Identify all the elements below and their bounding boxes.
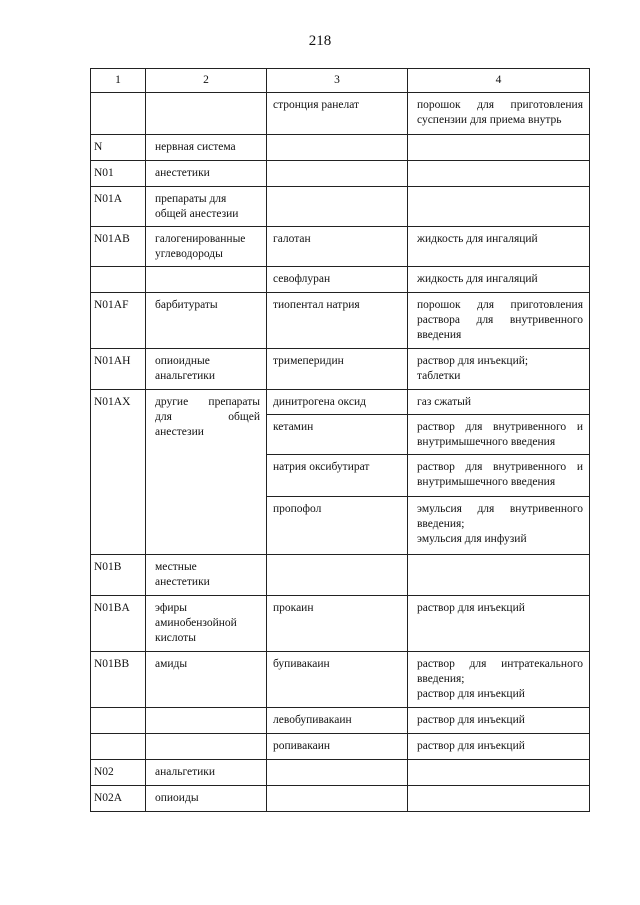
- dosage-form-line: раствор для инъекций: [417, 602, 525, 614]
- group-name-line: нервная система: [155, 141, 236, 153]
- table-row: [91, 161, 590, 187]
- group-name-line: аминобензойной: [155, 617, 237, 629]
- group-name-cell: [146, 187, 267, 227]
- dosage-form-line: раствор для внутривенного и: [417, 461, 583, 473]
- table-row: [91, 555, 590, 596]
- dosage-form-line: раствор для инъекций;: [417, 355, 529, 367]
- group-name-line: барбитураты: [155, 299, 218, 311]
- dosage-form-cell: [408, 455, 590, 497]
- group-name-cell: [146, 786, 267, 812]
- dosage-form-line: порошок для приготовления: [417, 99, 583, 111]
- drug-name-cell: галотан: [267, 227, 408, 267]
- group-name-line: опиоидные: [155, 355, 210, 367]
- dosage-form-cell: [408, 734, 590, 760]
- drug-name-cell: бупивакаин: [267, 652, 408, 708]
- table-row: [91, 227, 590, 267]
- dosage-form-line: введения;: [417, 518, 465, 530]
- group-name-cell: [146, 349, 267, 390]
- atc-code-cell: N01AF: [91, 293, 146, 349]
- group-name-line: кислоты: [155, 632, 196, 644]
- dosage-form-line: суспензии для приема внутрь: [417, 114, 562, 126]
- group-name-line: опиоиды: [155, 792, 199, 804]
- dosage-form-line: внутримышечного введения: [417, 436, 556, 448]
- dosage-form-cell: [408, 227, 590, 267]
- drug-name-cell: прокаин: [267, 596, 408, 652]
- group-name-cell: [146, 652, 267, 708]
- group-name-line: анестезии: [155, 426, 204, 438]
- atc-code-cell: N: [91, 135, 146, 161]
- drug-name-cell: натрия оксибутират: [267, 455, 408, 497]
- dosage-form-line: внутримышечного введения: [417, 476, 556, 488]
- dosage-form-cell: [408, 555, 590, 596]
- group-name-cell: [146, 93, 267, 135]
- drug-name-cell: [267, 187, 408, 227]
- dosage-form-line: раствора для внутривенного: [417, 314, 583, 326]
- group-name-cell: [146, 390, 267, 555]
- dosage-form-line: раствор для инъекций: [417, 740, 525, 752]
- dosage-form-cell: [408, 187, 590, 227]
- table-row: [91, 267, 590, 293]
- group-name-line: галогенированные: [155, 233, 246, 245]
- drug-name-cell: тримеперидин: [267, 349, 408, 390]
- header-cell-4: 4: [408, 69, 590, 93]
- dosage-form-cell: [408, 786, 590, 812]
- drug-name-cell: [267, 786, 408, 812]
- group-name-line: общей анестезии: [155, 208, 239, 220]
- group-name-line: другие препараты: [155, 396, 260, 408]
- dosage-form-line: жидкость для ингаляций: [417, 233, 538, 245]
- group-name-cell: [146, 708, 267, 734]
- atc-code-cell: N01AH: [91, 349, 146, 390]
- group-name-line: углеводороды: [155, 248, 223, 260]
- dosage-form-line: эмульсия для внутривенного: [417, 503, 583, 515]
- group-name-line: для общей: [155, 411, 260, 423]
- group-name-cell: [146, 760, 267, 786]
- dosage-form-line: порошок для приготовления: [417, 299, 583, 311]
- table-row: [91, 708, 590, 734]
- dosage-form-line: эмульсия для инфузий: [417, 533, 527, 545]
- table-row: [91, 390, 590, 415]
- group-name-cell: [146, 227, 267, 267]
- group-name-cell: [146, 555, 267, 596]
- table-row: [91, 93, 590, 135]
- header-cell-2: 2: [146, 69, 267, 93]
- group-name-line: местные: [155, 561, 197, 573]
- dosage-form-cell: [408, 596, 590, 652]
- table-row: [91, 293, 590, 349]
- dosage-form-cell: [408, 390, 590, 415]
- atc-code-cell: N02: [91, 760, 146, 786]
- table-row: [91, 652, 590, 708]
- table-row: [91, 135, 590, 161]
- header-row: [91, 69, 590, 93]
- group-name-cell: [146, 135, 267, 161]
- atc-code-cell: N01AX: [91, 390, 146, 555]
- group-name-cell: [146, 293, 267, 349]
- atc-code-cell: [91, 267, 146, 293]
- atc-code-cell: [91, 93, 146, 135]
- header-cell-1: 1: [91, 69, 146, 93]
- drug-classification-table: [90, 68, 590, 812]
- atc-code-cell: [91, 734, 146, 760]
- dosage-form-line: жидкость для ингаляций: [417, 273, 538, 285]
- table-row: [91, 187, 590, 227]
- drug-name-cell: левобупивакаин: [267, 708, 408, 734]
- drug-name-cell: ропивакаин: [267, 734, 408, 760]
- dosage-form-cell: [408, 293, 590, 349]
- drug-name-cell: севофлуран: [267, 267, 408, 293]
- drug-name-cell: [267, 760, 408, 786]
- drug-name-cell: динитрогена оксид: [267, 390, 408, 415]
- group-name-cell: [146, 734, 267, 760]
- dosage-form-cell: [408, 415, 590, 455]
- dosage-form-line: раствор для инъекций: [417, 688, 525, 700]
- group-name-line: эфиры: [155, 602, 187, 614]
- atc-code-cell: N01: [91, 161, 146, 187]
- drug-name-cell: пропофол: [267, 497, 408, 555]
- dosage-form-line: раствор для инъекций: [417, 714, 525, 726]
- atc-code-cell: N01AB: [91, 227, 146, 267]
- group-name-cell: [146, 161, 267, 187]
- group-name-line: препараты для: [155, 193, 227, 205]
- dosage-form-cell: [408, 349, 590, 390]
- atc-code-cell: N01A: [91, 187, 146, 227]
- dosage-form-line: таблетки: [417, 370, 461, 382]
- dosage-form-cell: [408, 161, 590, 187]
- drug-name-cell: стронция ранелат: [267, 93, 408, 135]
- drug-name-cell: кетамин: [267, 415, 408, 455]
- atc-code-cell: N01B: [91, 555, 146, 596]
- group-name-line: анальгетики: [155, 766, 216, 778]
- dosage-form-cell: [408, 93, 590, 135]
- dosage-form-cell: [408, 497, 590, 555]
- dosage-form-line: раствор для внутривенного и: [417, 421, 583, 433]
- dosage-form-cell: [408, 267, 590, 293]
- group-name-line: анальгетики: [155, 370, 216, 382]
- group-name-cell: [146, 596, 267, 652]
- atc-code-cell: N02A: [91, 786, 146, 812]
- group-name-cell: [146, 267, 267, 293]
- drug-name-cell: [267, 135, 408, 161]
- dosage-form-line: введения: [417, 329, 462, 341]
- table-row: [91, 786, 590, 812]
- group-name-line: анестетики: [155, 167, 210, 179]
- header-cell-3: 3: [267, 69, 408, 93]
- dosage-form-cell: [408, 708, 590, 734]
- page-number: 218: [308, 33, 332, 49]
- dosage-form-line: газ сжатый: [417, 396, 472, 408]
- drug-name-cell: [267, 555, 408, 596]
- dosage-form-cell: [408, 652, 590, 708]
- atc-code-cell: [91, 708, 146, 734]
- group-name-line: анестетики: [155, 576, 210, 588]
- table-row: [91, 596, 590, 652]
- atc-code-cell: N01BA: [91, 596, 146, 652]
- dosage-form-line: введения;: [417, 673, 465, 685]
- drug-name-cell: [267, 161, 408, 187]
- drug-name-cell: тиопентал натрия: [267, 293, 408, 349]
- table-row: [91, 734, 590, 760]
- dosage-form-line: раствор для интратекального: [417, 658, 583, 670]
- table-row: [91, 349, 590, 390]
- group-name-line: амиды: [155, 658, 188, 670]
- dosage-form-cell: [408, 135, 590, 161]
- dosage-form-cell: [408, 760, 590, 786]
- atc-code-cell: N01BB: [91, 652, 146, 708]
- table-row: [91, 760, 590, 786]
